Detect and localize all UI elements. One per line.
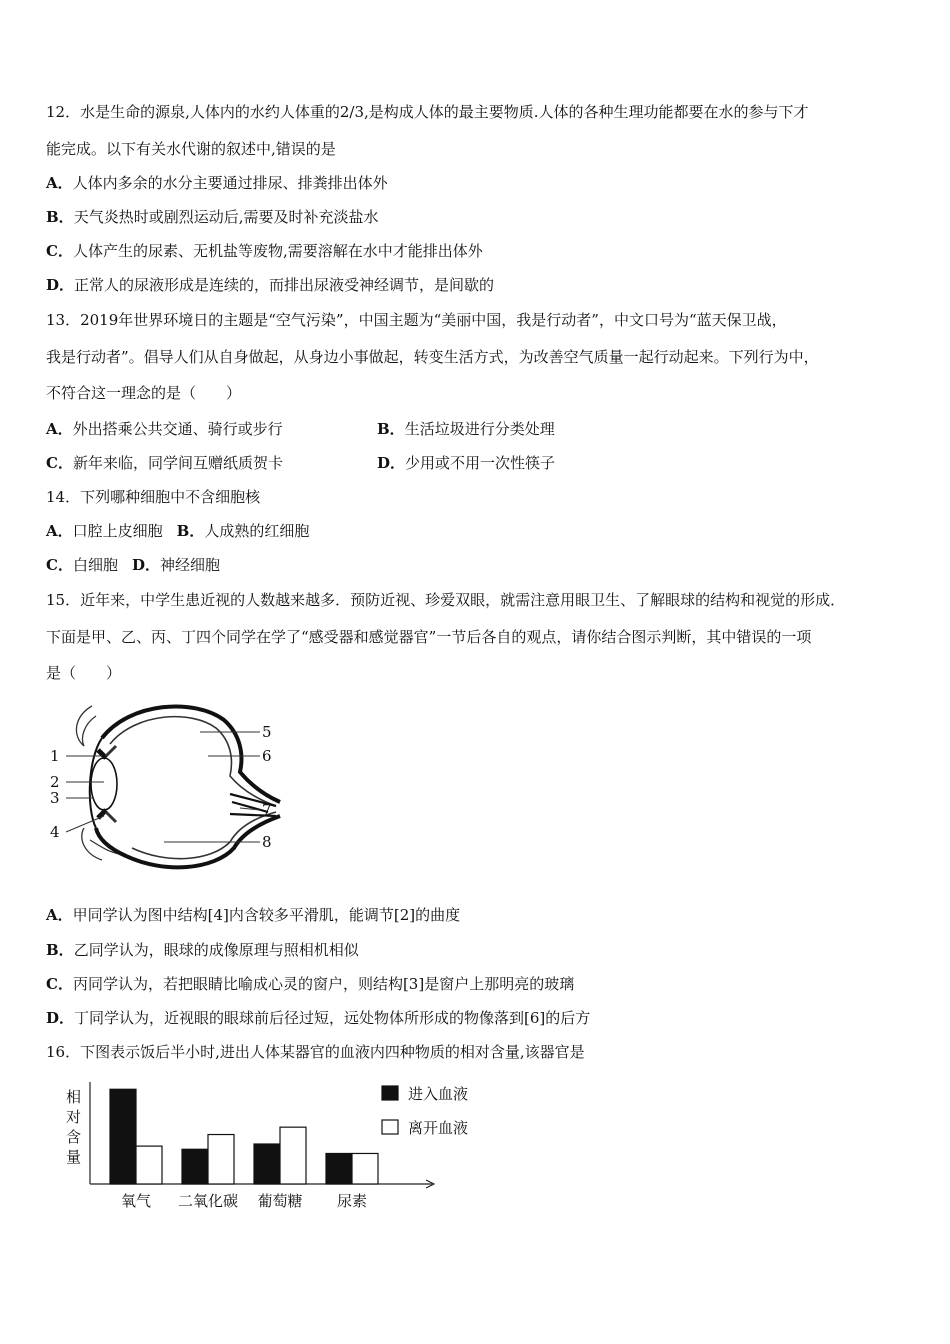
q12-option-b: [46, 207, 378, 227]
q12-stem-line2: 能完成。以下有关水代谢的叙述中,错误的是: [46, 140, 336, 158]
x-tick-label: 尿素: [336, 1192, 368, 1210]
x-tick-label: 氧气: [120, 1192, 152, 1210]
option-label: A．: [46, 174, 73, 192]
q13-option-d: [377, 453, 555, 473]
eye-label-1: 1: [50, 747, 60, 765]
option-label: C．: [46, 454, 73, 472]
bar-out-0: [136, 1146, 162, 1184]
option-text: 人成熟的红细胞: [204, 522, 310, 540]
option-text: 少用或不用一次性筷子: [405, 454, 556, 472]
q13-option-a: [46, 419, 283, 439]
legend-label-1: 离开血液: [408, 1119, 469, 1137]
option-text: 丁同学认为，近视眼的眼球前后径过短，远处物体所形成的物像落到[6]的后方: [74, 1009, 591, 1027]
option-text: 生活垃圾进行分类处理: [404, 420, 555, 438]
option-label: B．: [377, 420, 405, 438]
bar-in-3: [326, 1153, 352, 1184]
x-tick-label: 二氧化碳: [177, 1192, 239, 1210]
option-text: 乙同学认为，眼球的成像原理与照相机相似: [73, 941, 359, 959]
q15-stem-line1: 15．近年来，中学生患近视的人数越来越多．预防近视、珍爱双眼，就需注意用眼卫生、了解眼球的结构和视觉的形成．: [46, 591, 846, 609]
option-label: C．: [46, 556, 73, 574]
option-label: D．: [131, 556, 160, 574]
option-label: A．: [46, 522, 73, 540]
y-axis-label-char: 相: [66, 1088, 82, 1106]
eye-label-6: 6: [262, 747, 272, 765]
eye-label-3: 3: [50, 789, 60, 807]
bar-out-2: [280, 1127, 306, 1184]
q16-stem: 16．下图表示饭后半小时,进出人体某器官的血液内四种物质的相对含量,该器官是: [46, 1043, 585, 1061]
option-text: 人体产生的尿素、无机盐等废物,需要溶解在水中才能排出体外: [72, 242, 483, 260]
option-text: 神经细胞: [159, 556, 220, 574]
eye-label-8: 8: [262, 833, 272, 851]
option-label: C．: [46, 975, 73, 993]
option-label: D．: [46, 1009, 75, 1027]
q15-option-d: [46, 1008, 590, 1028]
q14-stem: 14．下列哪种细胞中不含细胞核: [46, 488, 261, 506]
option-text: 天气炎热时或剧烈运动后,需要及时补充淡盐水: [73, 208, 379, 226]
q12-option-a: [46, 173, 388, 193]
option-label: A．: [46, 420, 73, 438]
q13-option-c: [46, 453, 283, 473]
q12-option-d: [46, 275, 494, 295]
option-text: 外出搭乘公共交通、骑行或步行: [72, 420, 283, 438]
q13-option-b: [377, 419, 555, 439]
option-text: 白细胞: [72, 556, 118, 574]
bar-in-2: [254, 1144, 280, 1184]
option-label: D．: [377, 454, 406, 472]
q12-stem-line1: 12．水是生命的源泉,人体内的水约人体重的2/3,是构成人体的最主要物质.人体的各种生理功能都要在水的参与下才: [46, 103, 809, 121]
bar-in-0: [110, 1089, 136, 1184]
eye-label-5: 5: [262, 723, 272, 741]
eye-label-2: 2: [50, 773, 60, 791]
bar-out-3: [352, 1153, 378, 1184]
legend-swatch-0: [382, 1086, 398, 1100]
option-text: 新年来临，同学间互赠纸质贺卡: [72, 454, 283, 472]
option-label: B．: [46, 941, 74, 959]
option-text: 正常人的尿液形成是连续的，而排出尿液受神经调节，是间歇的: [74, 276, 495, 294]
option-label: B．: [176, 522, 205, 540]
x-tick-label: 葡萄糖: [257, 1192, 303, 1210]
option-text: 人体内多余的水分主要通过排尿、排粪排出体外: [72, 174, 388, 192]
q15-option-a: [46, 905, 460, 925]
option-label: C．: [46, 242, 73, 260]
eye-label-7: 7: [262, 801, 272, 819]
option-label: B．: [46, 208, 74, 226]
q12-option-c: [46, 241, 483, 261]
blood-content-chart: [60, 1078, 500, 1218]
y-axis-label-char: 含: [66, 1128, 82, 1146]
lower-eyelid: [82, 828, 120, 860]
retina: [110, 717, 276, 859]
eye-diagram: [44, 698, 284, 878]
q15-option-b: [46, 940, 359, 960]
y-axis-label-char: 对: [66, 1108, 82, 1126]
legend-swatch-1: [382, 1120, 398, 1134]
q13-stem-line2: 我是行动者”。倡导人们从自身做起，从身边小事做起，转变生活方式，为改善空气质量一起行动起来。下列行为中，: [46, 348, 819, 366]
bar-out-1: [208, 1135, 234, 1184]
eye-label-4: 4: [50, 823, 60, 841]
q15-stem-line3: 是（ ）: [46, 664, 122, 682]
q14-options-cd: [46, 555, 220, 575]
lens: [91, 758, 117, 810]
q15-stem-line2: 下面是甲、乙、丙、丁四个同学在学了“感受器和感觉器官”一节后各自的观点，请你结合图示判断，其中错误的一项: [46, 628, 812, 646]
q13-stem-line3: 不符合这一理念的是（ ）: [46, 384, 242, 402]
q13-stem-line1: 13．2019年世界环境日的主题是“空气污染”，中国主题为“美丽中国，我是行动者”，中文口号为“蓝天保卫战，: [46, 311, 787, 329]
q14-options-ab: [46, 521, 309, 541]
upper-eyelid: [76, 706, 96, 746]
y-axis-label-char: 量: [66, 1148, 82, 1166]
option-text: 丙同学认为，若把眼睛比喻成心灵的窗户，则结构[3]是窗户上那明亮的玻璃: [72, 975, 575, 993]
legend-label-0: 进入血液: [408, 1085, 469, 1103]
option-text: 甲同学认为图中结构[4]内含较多平滑肌，能调节[2]的曲度: [72, 906, 461, 924]
bar-in-1: [182, 1149, 208, 1184]
option-text: 口腔上皮细胞: [72, 522, 163, 540]
option-label: A．: [46, 906, 73, 924]
option-label: D．: [46, 276, 75, 294]
q15-option-c: [46, 974, 574, 994]
